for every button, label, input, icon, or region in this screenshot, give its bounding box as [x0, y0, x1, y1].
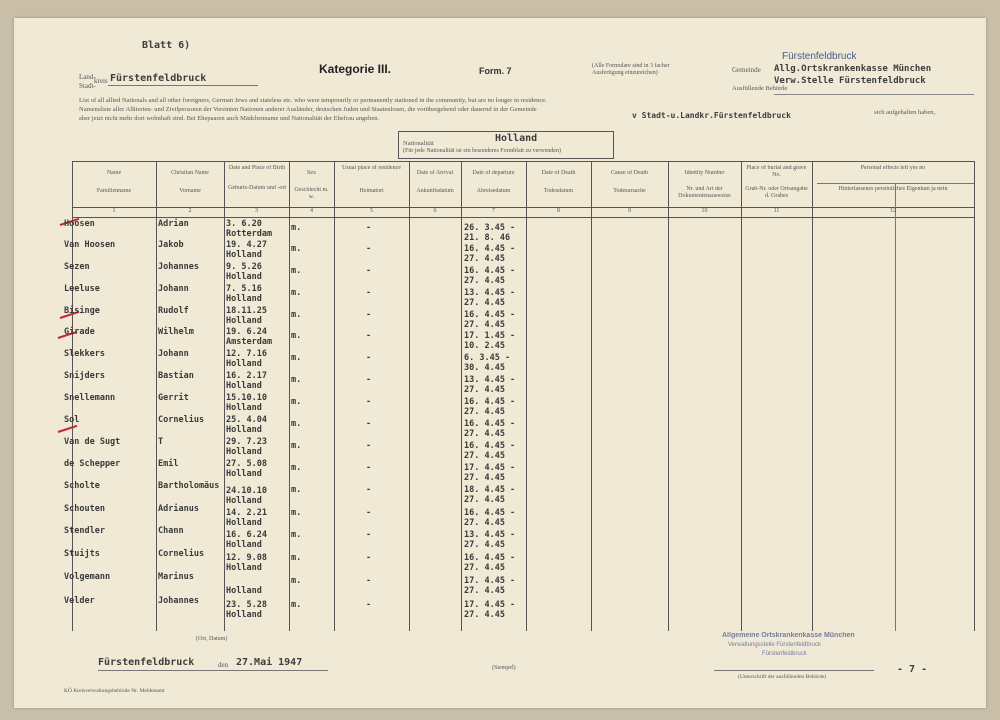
col-8-de: Todesdatum — [543, 188, 574, 194]
cell-departure-1: 16. 4.45 - — [464, 553, 516, 563]
cell-departure-1: 16. 4.45 - — [464, 419, 516, 429]
cell-birth-place: Holland — [226, 272, 262, 282]
cell-vorname: Chann — [158, 526, 184, 536]
cell-residence: - — [366, 600, 372, 610]
col-5-de: Heimatort — [359, 188, 384, 194]
col-6-en: Date of Arrival — [416, 170, 454, 176]
cell-departure-2: 27. 4.45 — [464, 320, 505, 330]
cell-birth-place: Holland — [226, 425, 262, 435]
footer-den: den — [218, 661, 229, 669]
cell-birth-date: 29. 7.23 — [226, 437, 267, 447]
cell-vorname: Johann — [158, 284, 189, 294]
cell-departure-2: 27. 4.45 — [464, 276, 505, 286]
cell-name: Stuijts — [64, 549, 100, 559]
col-3-en: Date and Place of Birth — [228, 165, 286, 171]
cell-vorname: Wilhelm — [158, 327, 194, 337]
col-7-de: Abreisedatum — [476, 188, 511, 194]
footer-date-underline — [98, 670, 328, 671]
cell-departure-2: 27. 4.45 — [464, 495, 505, 505]
col-6-de: Ankunftsdatum — [416, 188, 454, 194]
cell-vorname: Bartholomäus — [158, 481, 220, 491]
col-1-en: Name — [106, 170, 122, 176]
col-2-de: Vorname — [179, 188, 201, 194]
cell-departure-1: 17. 4.45 - — [464, 463, 516, 473]
cell-birth-place: Holland — [226, 496, 262, 506]
cell-residence: - — [366, 397, 372, 407]
cell-birth-date: 27. 5.08 — [226, 459, 267, 469]
form-number: Form. 7 — [479, 66, 512, 76]
cell-birth-date: 19. 4.27 — [226, 240, 267, 250]
cell-sex: m. — [291, 288, 302, 298]
cell-sex: m. — [291, 353, 302, 363]
col-2-num: 2 — [188, 208, 192, 214]
cell-residence: - — [366, 576, 372, 586]
cell-departure-1: 26. 3.45 - — [464, 223, 516, 233]
stempel-label: (Stempel) — [492, 665, 516, 671]
cell-name: Van de Sugt — [64, 437, 121, 447]
cell-vorname: Johannes — [158, 596, 199, 606]
cell-birth-date: 7. 5.16 — [226, 284, 262, 294]
cell-birth-date: 16. 2.17 — [226, 371, 267, 381]
cell-vorname: Marinus — [158, 572, 194, 582]
stamp-line-2: Verwaltungsstelle Fürstenfeldbruck — [728, 642, 822, 648]
cell-sex: m. — [291, 576, 302, 586]
cell-sex: m. — [291, 463, 302, 473]
cell-residence: - — [366, 353, 372, 363]
cell-birth-place: Holland — [226, 381, 262, 391]
cell-sex: m. — [291, 441, 302, 451]
cell-birth-date: 24.10.10 — [226, 486, 267, 496]
cell-birth-date: 23. 5.28 — [226, 600, 267, 610]
cell-vorname: Rudolf — [158, 306, 189, 316]
cell-departure-2: 27. 4.45 — [464, 610, 505, 620]
cell-departure-1: 6. 3.45 - — [464, 353, 511, 363]
cell-sex: m. — [291, 266, 302, 276]
col-10-en: Identity Number — [684, 170, 725, 176]
nationality-value: Holland — [495, 133, 538, 144]
cell-birth-place: Holland — [226, 518, 262, 528]
cell-name: Velder — [64, 596, 95, 606]
cell-residence: - — [366, 419, 372, 429]
nationality-label: Nationalität — [403, 140, 434, 147]
col-12-num: 12 — [890, 208, 896, 214]
cell-departure-1: 13. 4.45 - — [464, 530, 516, 540]
gemeinde-line-2: Verw.Stelle Fürstenfeldbruck — [774, 76, 926, 86]
stadtkreis-label: Stadt- — [79, 82, 96, 90]
cell-birth-place: Holland — [226, 610, 262, 620]
cell-birth-place: Holland — [226, 403, 262, 413]
cell-name: Sezen — [64, 262, 90, 272]
cell-departure-1: 17. 1.45 - — [464, 331, 516, 341]
cell-birth-date: 12. 7.16 — [226, 349, 267, 359]
cell-name: Van Hoosen — [64, 240, 116, 250]
cell-sex: m. — [291, 419, 302, 429]
print-note: KÖ Kreisverwaltungsbehörde Nr. Meldenamt — [64, 688, 165, 694]
ausfuellende-behoerde-label: Ausfüllende Behörde — [732, 85, 788, 92]
cell-birth-place: Holland — [226, 250, 262, 260]
cell-name: Volgemann — [64, 572, 111, 582]
col-1-de: Familienname — [96, 188, 132, 194]
cell-name: Snellemann — [64, 393, 116, 403]
stamp-line-1: Allgemeine Ortskrankenkasse München — [722, 632, 855, 639]
cell-residence: - — [366, 441, 372, 451]
intro-insert: v Stadt-u.Landkr.Fürstenfeldbruck — [632, 111, 791, 120]
cell-sex: m. — [291, 553, 302, 563]
place-date-label: (Ort, Datum) — [196, 636, 228, 642]
footer-date: 27.Mai 1947 — [236, 657, 303, 668]
cell-departure-2: 27. 4.45 — [464, 473, 505, 483]
stamp-line-3: Fürstenfeldbruck — [762, 651, 807, 657]
cell-departure-2: 30. 4.45 — [464, 363, 505, 373]
col-7-num: 7 — [492, 208, 495, 214]
col-4-num: 4 — [310, 208, 313, 214]
cell-name: Hoosen — [64, 219, 95, 229]
cell-departure-2: 27. 4.45 — [464, 518, 505, 528]
col-11-de: Grab-Nr. oder Ortsangabe d. Grabes — [745, 186, 808, 199]
signature-label: (Unterschrift der ausfüllenden Behörde) — [738, 674, 827, 680]
cell-departure-2: 27. 4.45 — [464, 586, 505, 596]
col-1-num: 1 — [112, 208, 116, 214]
cell-birth-place: Holland — [226, 540, 262, 550]
cell-departure-1: 16. 4.45 - — [464, 266, 516, 276]
cell-birth-place: Holland — [226, 316, 262, 326]
cell-residence: - — [366, 553, 372, 563]
cell-departure-1: 17. 4.45 - — [464, 600, 516, 610]
cell-departure-2: 21. 8. 46 — [464, 233, 511, 243]
cell-departure-2: 27. 4.45 — [464, 298, 505, 308]
cell-vorname: Bastian — [158, 371, 194, 381]
cell-sex: m. — [291, 397, 302, 407]
cell-departure-1: 18. 4.45 - — [464, 485, 516, 495]
kreis-value: Fürstenfeldbruck — [110, 73, 207, 84]
cell-departure-2: 10. 2.45 — [464, 341, 505, 351]
cell-residence: - — [366, 485, 372, 495]
cell-sex: m. — [291, 244, 302, 254]
col-9-de: Todesursache — [613, 188, 646, 194]
cell-vorname: Adrianus — [158, 504, 199, 514]
cell-residence: - — [366, 463, 372, 473]
document-sheet — [14, 18, 986, 708]
behoerde-underline — [774, 94, 974, 95]
cell-departure-1: 13. 4.45 - — [464, 375, 516, 385]
cell-vorname: Johann — [158, 349, 189, 359]
cell-departure-2: 27. 4.45 — [464, 451, 505, 461]
cell-departure-1: 16. 4.45 - — [464, 508, 516, 518]
cell-residence: - — [366, 266, 372, 276]
cell-name: Sol — [64, 415, 80, 425]
cell-birth-date: 12. 9.08 — [226, 553, 267, 563]
cell-birth-date: 18.11.25 — [226, 306, 267, 316]
cell-birth-place: Amsterdam — [226, 337, 273, 347]
cell-vorname: Johannes — [158, 262, 199, 272]
cell-name: Slekkers — [64, 349, 105, 359]
col-10-num: 10 — [701, 208, 708, 214]
form-note-1: (Alle Formulare sind in 3 facher — [592, 63, 670, 69]
cell-residence: - — [366, 530, 372, 540]
stamp-fuerstenfeldbruck: Fürstenfeldbruck — [782, 51, 857, 62]
cell-sex: m. — [291, 600, 302, 610]
col-4-de: Geschlecht m. w. — [294, 187, 329, 200]
cell-departure-2: 27. 4.45 — [464, 407, 505, 417]
col-4-en: Sex — [307, 170, 316, 176]
cell-vorname: Jakob — [158, 240, 184, 250]
cell-name: Leeluse — [64, 284, 100, 294]
cell-name: Stendler — [64, 526, 105, 536]
cell-sex: m. — [291, 485, 302, 495]
cell-birth-place: Holland — [226, 469, 262, 479]
cell-birth-date: 9. 5.26 — [226, 262, 262, 272]
cell-departure-2: 27. 4.45 — [464, 429, 505, 439]
cell-birth-date: 3. 6.20 — [226, 219, 262, 229]
page-number: - 7 - — [897, 664, 928, 675]
col-12-en: Personal effects left yes no — [860, 165, 926, 171]
col-12-de: Hinterlassenes persönliches Eigentum ja nein — [838, 186, 948, 192]
cell-birth-place: Holland — [226, 586, 262, 596]
cell-birth-date: 19. 6.24 — [226, 327, 267, 337]
intro-right: sich aufgehalten haben, — [874, 109, 936, 116]
col-9-num: 9 — [628, 208, 631, 214]
cell-departure-2: 27. 4.45 — [464, 563, 505, 573]
footer-place: Fürstenfeldbruck — [98, 657, 195, 668]
intro-german-2: aber jetzt nicht mehr dort wohnhaft sind. Bei Ehepaaren auch Mädchenname und Nationalität der Ehefrau angeben. — [79, 115, 380, 122]
cell-departure-1: 16. 4.45 - — [464, 244, 516, 254]
kategorie-title: Kategorie III. — [319, 62, 392, 76]
form-note-2: Ausfertigung einzureichen) — [592, 70, 658, 76]
col-8-en: Date of Death — [541, 170, 576, 176]
col-9-en: Cause of Death — [611, 170, 648, 176]
cell-name: Schouten — [64, 504, 105, 514]
cell-vorname: T — [158, 437, 164, 447]
cell-residence: - — [366, 508, 372, 518]
sheet-number: Blatt 6) — [142, 40, 191, 51]
cell-sex: m. — [291, 530, 302, 540]
cell-departure-1: 13. 4.45 - — [464, 288, 516, 298]
cell-departure-1: 16. 4.45 - — [464, 310, 516, 320]
cell-residence: - — [366, 244, 372, 254]
col-5-num: 5 — [370, 208, 373, 214]
cell-birth-place: Holland — [226, 447, 262, 457]
cell-residence: - — [366, 288, 372, 298]
cell-vorname: Cornelius — [158, 415, 205, 425]
red-check-mark — [58, 425, 78, 433]
gemeinde-line-1: Allg.Ortskrankenkasse München — [774, 64, 932, 74]
cell-residence: - — [366, 310, 372, 320]
col-3-de: Geburts-Datum und -ort — [228, 185, 286, 191]
cell-sex: m. — [291, 310, 302, 320]
cell-sex: m. — [291, 508, 302, 518]
cell-name: Bisinge — [64, 306, 100, 316]
cell-residence: - — [366, 375, 372, 385]
nationality-note: (Für jede Nationalität ist ein besonderes Formblatt zu verwenden) — [403, 148, 561, 154]
cell-departure-2: 27. 4.45 — [464, 254, 505, 264]
kreis-label: kreis — [94, 77, 108, 85]
cell-birth-date: 14. 2.21 — [226, 508, 267, 518]
col-2-en: Christian Name — [171, 170, 209, 176]
cell-birth-place: Holland — [226, 294, 262, 304]
col-3-num: 3 — [255, 208, 258, 214]
cell-sex: m. — [291, 331, 302, 341]
gemeinde-label: Gemeinde — [732, 66, 761, 74]
cell-sex: m. — [291, 223, 302, 233]
cell-birth-place: Holland — [226, 359, 262, 369]
col-11-num: 11 — [773, 208, 780, 214]
col-8-num: 8 — [557, 208, 560, 214]
cell-birth-date: 25. 4.04 — [226, 415, 267, 425]
intro-german-1: Namensliste aller Alliierten- und Zivilpersonen der Vereinten Nationen anderer Ausländer, deutschen Juden und Staatenlosen, die vorübergehend oder dauernd in der Gemeinde — [79, 106, 537, 113]
col-6-num: 6 — [433, 208, 437, 214]
official-stamp — [714, 632, 874, 662]
nationality-box — [398, 131, 614, 159]
cell-sex: m. — [291, 375, 302, 385]
landkreis-label: Land- — [79, 73, 96, 81]
cell-birth-date: 16. 6.24 — [226, 530, 267, 540]
cell-departure-2: 27. 4.45 — [464, 385, 505, 395]
col-10-de: Nr. und Art der Dokumentenausweise — [678, 186, 731, 199]
cell-vorname: Gerrit — [158, 393, 189, 403]
cell-name: Snijders — [64, 371, 105, 381]
cell-vorname: Cornelius — [158, 549, 205, 559]
cell-departure-1: 17. 4.45 - — [464, 576, 516, 586]
signature-line — [714, 670, 874, 671]
cell-birth-place: Rotterdam — [226, 229, 273, 239]
col-7-en: Date of departure — [472, 170, 515, 176]
col-5-en: Usual place of residence — [342, 165, 401, 171]
cell-residence: - — [366, 223, 372, 233]
cell-departure-2: 27. 4.45 — [464, 540, 505, 550]
cell-birth-date: 15.10.10 — [226, 393, 267, 403]
cell-vorname: Emil — [158, 459, 179, 469]
intro-english: List of all allied Nationals and all other foreigners, German Jews and stateless etc. who were temporarily or permanently stationed in the community, but are no longer in residence. — [79, 97, 547, 104]
cell-residence: - — [366, 331, 372, 341]
cell-departure-1: 16. 4.45 - — [464, 441, 516, 451]
cell-name: de Schepper — [64, 459, 121, 469]
cell-departure-1: 16. 4.45 - — [464, 397, 516, 407]
cell-vorname: Adrian — [158, 219, 189, 229]
col-11-en: Place of burial and grave No. — [746, 165, 807, 178]
cell-birth-place: Holland — [226, 563, 262, 573]
cell-name: Girade — [64, 327, 95, 337]
cell-name: Scholte — [64, 481, 100, 491]
kreis-underline — [108, 85, 258, 86]
